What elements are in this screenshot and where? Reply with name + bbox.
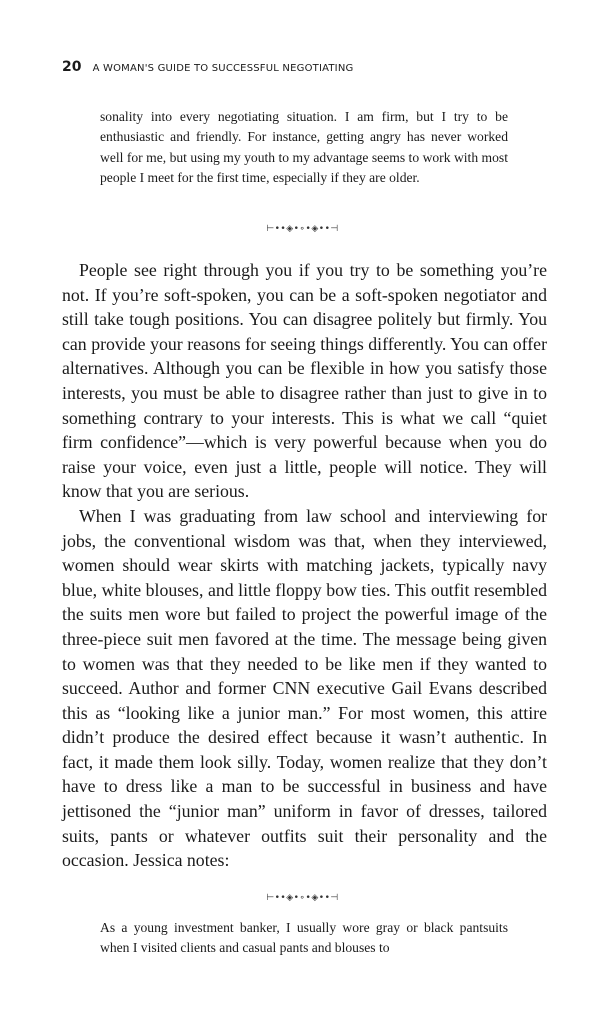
section-break-ornament: ⊢••◈•∘•◈••⊣ <box>266 224 339 234</box>
page-number: 20 <box>62 59 82 75</box>
running-head <box>62 56 353 75</box>
block-quote-top: sonality into every negotiating situation. I am firm, but I try to be enthusiastic and friendly. For instance, getting angry has never worked well for me, but using my youth to my advantage seems to work with most people I meet for the first time, especially if they are older. <box>100 109 508 185</box>
body-paragraph: When I was graduating from law school and interviewing for jobs, the conventional wisdom was that, when they interviewed, women should wear skirts with matching jackets, typically navy blue, white blouses, and little floppy bow ties. This outfit resembled the suits men wore but failed to project the powerful image of the three-piece suit men favored at the time. The message being given to women was that they needed to be like men if they wanted to succeed. Author and former CNN executive Gail Evans described this as “looking like a junior man.” For most women, this attire didn’t produce the desired effect because it wasn’t authentic. In fact, it made them look silly. Today, women realize that they don’t have to dress like a man to be successful in business and have jettisoned the “junior man” uniform in favor of dresses, tailored suits, pants or whatever outfits suit their personality and the occasion. Jessica notes: <box>62 505 547 871</box>
section-break-ornament: ⊢••◈•∘•◈••⊣ <box>266 893 339 903</box>
body-paragraph: People see right through you if you try to be something you’re not. If you’re soft-spoken, you can be a soft-spoken negotiator and still take tough positions. You can disagree politely but firmly. You can provide your reasons for seeing things differently. You can offer alternatives. Although you can be flexible in how you satisfy those interests, you must be able to disagree rather than just to give in to something contrary to your interests. This is what we call “quiet firm confidence”—which is very powerful because when you do raise your voice, even just a little, people will notice. They will know that you are serious. <box>62 260 547 502</box>
body-text <box>62 258 547 873</box>
block-quote-bottom: As a young investment banker, I usually wore gray or black pantsuits when I visited clients and casual pants and blouses to <box>100 920 508 956</box>
book-title: A WOMAN'S GUIDE TO SUCCESSFUL NEGOTIATING <box>92 63 354 74</box>
